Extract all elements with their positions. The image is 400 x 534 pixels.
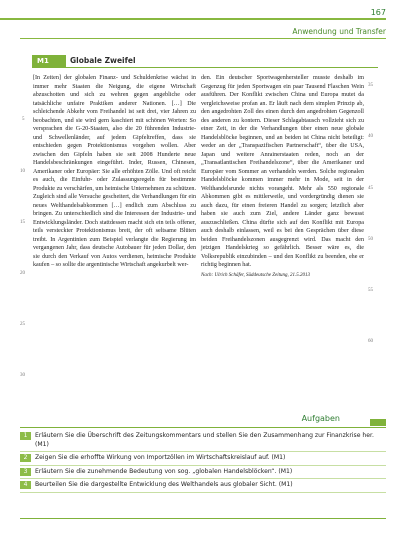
task-text: Beurteilen Sie die dargestellte Entwicklung des Welthandels aus globaler Sicht. (M1) — [35, 481, 293, 488]
task-number: 3 — [20, 468, 31, 476]
line-number: 10 — [20, 169, 25, 174]
task-text: Erläutern Sie die zunehmende Bedeutung von sog. „globalen Handelsblöcken“. (M1) — [35, 467, 293, 475]
line-number: 35 — [368, 83, 373, 88]
article-column-left — [33, 74, 196, 270]
line-number: 20 — [20, 271, 25, 276]
material-rule — [32, 67, 378, 68]
footer-rule — [20, 518, 386, 519]
tasks-rule — [20, 427, 386, 428]
article-column-right — [201, 74, 364, 280]
tasks-title: Aufgaben — [301, 414, 340, 423]
tasks-list — [20, 430, 386, 493]
line-number: 55 — [368, 288, 373, 293]
material-title: Globale Zweifel — [70, 56, 136, 65]
task-item — [20, 479, 386, 493]
article-paragraph: [In Zeiten] der globalen Finanz- und Schuldenkrise wächst in immer mehr Staaten die Neigung, die eigene Wirtschaft abzuschotten und sich zu wehren gegen angebliche oder tatsächliche unfaire Praktiken anderer Nationen. […] Die schleichende Abkehr vom Freihandel ist seit drei, vier Jahren zu beobachten, und sie wird gern kaschiert mit schönen Worten: So versprachen die G-20-Staaten, also die 20 führenden Industrie- und Schwellenländer, auf jedem Gipfeltreffen, dass sie entschieden gegen Protektionismus vorgehen wollen. Aber zwischen den Gipfeln haben sie seit 2008 Hunderte neue Handelsbeschränkungen eingeführt. Inder, Russen, Chinesen, Amerikaner oder Europäer: Sie alle erhöhten Zölle. Und oft reicht es auch, die Einfuhr- oder Zulassungsregeln für bestimmte Produkte zu verschärfen, um heimische Unternehmen zu schützen. Zugleich sind alle Versuche gescheitert, die Verhandlungen für ein neues Welthandelsabkommen […] endlich zum Abschluss zu bringen. Zu unterschiedlich sind die Interessen der Industrie- und Entwicklungsländer. Doch stattdessen macht sich ein teils offener, teils versteckter Protektionismus breit, der oft seltsame Blüten treibt. In Argentinien zum Beispiel verlangte die Regierung im vergangenen Jahr, dass deutsche Autobauer für jeden Dollar, den sie durch den Verkauf von Autos verdienen, heimische Produkte kaufen – so sollte die argentinische Wirtschaft angekurbelt wer- — [33, 75, 196, 268]
line-number: 60 — [368, 339, 373, 344]
header-rule — [0, 18, 386, 20]
task-number: 4 — [20, 481, 31, 489]
task-number: 1 — [20, 432, 31, 440]
article-source: Nach: Ulrich Schäfer, Süddeutsche Zeitung, 21.5.2013 — [201, 272, 311, 278]
task-text: Zeigen Sie die erhoffte Wirkung von Importzöllen im Wirtschaftskreislauf auf. (M1) — [35, 454, 286, 461]
tasks-marker — [370, 419, 386, 426]
article-paragraph: den. Ein deutscher Sportwagenhersteller musste deshalb im Gegenzug für jeden Sportwagen ein paar Tausend Flaschen Wein ausführen. Der Konflikt zwischen China und Europa mutet da vergleichsweise profan an. Er läuft nach dem simplen Prinzip ab, den angedrohten Zoll des einen durch den angedrohten Gegenzoll des anderen zu kontern. Dieser Schlagabtausch vollzieht sich zu einer Zeit, in der die Verhandlungen über einen neue globale Handelsblöcke beginnen, und an beiden ist China nicht beteiligt: weder an der „Transpazifischen Partnerschaft“, über die USA, Japan und weitere Anrainerstaaten reden, noch an der „Transatlantischen Freihandelszone“, über die Amerikaner und Europäer vom Sommer an verhandeln werden. Solche regionalen Handelsblöcke kommen immer mehr in Mode, seit in der Welthandelsrunde nichts vorangeht. Mehr als 550 regionale Abkommen gibt es mittlerweile, und vordergründig dienen sie auch dazu, für einen freieren Handel zu sorgen; letztlich aber haben sie auch zum Ziel, andere Länder ganz bewusst auszuschließen. China dürfte sich auf den Konflikt mit Europa auch deshalb einlassen, weil es bei den Gesprächen über diese beiden Freihandelszonen ausgegrenzt wird. Das macht den jetzigen Handelskrieg so gefährlich. Besser wäre es, die Volksrepublik einzubinden – und den Konflikt zu beenden, ehe er richtig beginnen hat. — [201, 75, 364, 268]
material-badge: M1 — [32, 55, 66, 67]
line-number: 5 — [22, 117, 25, 122]
line-number: 45 — [368, 186, 373, 191]
task-item — [20, 430, 386, 452]
line-number: 30 — [20, 373, 25, 378]
task-text: Erläutern Sie die Überschrift des Zeitungskommentars und stellen Sie den Zusammenhang zur Finanzkrise her. (M1) — [35, 432, 374, 448]
section-rule — [20, 38, 386, 39]
line-number: 40 — [368, 134, 373, 139]
task-item — [20, 452, 386, 466]
page-number: 167 — [370, 8, 386, 17]
section-title: Anwendung und Transfer — [292, 27, 386, 36]
task-number: 2 — [20, 454, 31, 462]
line-number: 25 — [20, 322, 25, 327]
line-number: 50 — [368, 237, 373, 242]
line-number: 15 — [20, 220, 25, 225]
task-item — [20, 466, 386, 480]
